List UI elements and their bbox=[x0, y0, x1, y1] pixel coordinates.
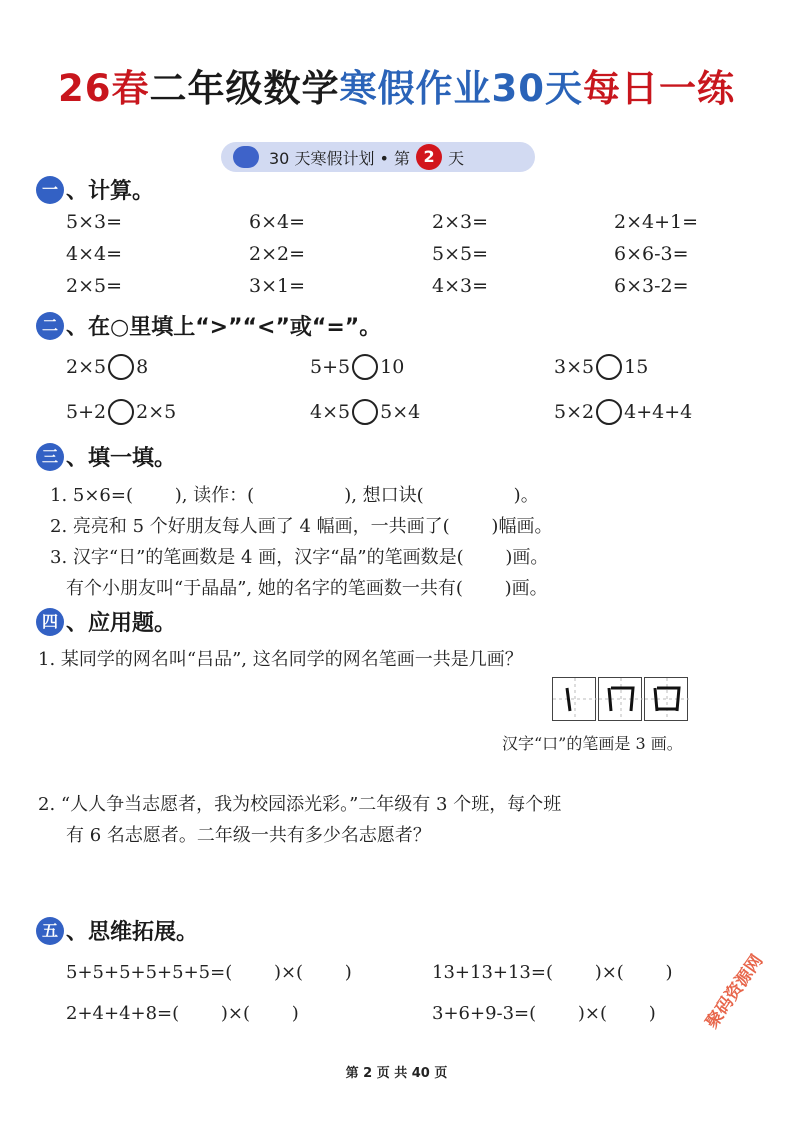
section1-title: 、计算。 bbox=[66, 179, 155, 204]
extension-item: 13+13+13=( )×( ) bbox=[432, 962, 673, 983]
answer-circle[interactable] bbox=[108, 399, 134, 425]
calc-item: 2×2= bbox=[249, 243, 306, 265]
watermark: 聚码资源网 bbox=[702, 951, 768, 1033]
section5-heading bbox=[36, 915, 198, 946]
answer-circle[interactable] bbox=[596, 354, 622, 380]
compare-left: 5×2 bbox=[554, 401, 595, 423]
compare-item bbox=[66, 399, 176, 425]
compare-right: 15 bbox=[624, 356, 649, 378]
compare-item bbox=[554, 354, 648, 380]
compare-left: 4×5 bbox=[310, 401, 351, 423]
section2-heading bbox=[36, 310, 381, 341]
calc-item: 5×5= bbox=[432, 243, 489, 265]
section3-title: 、填一填。 bbox=[66, 446, 177, 471]
stroke-caption: 汉字“口”的笔画是 3 画。 bbox=[502, 734, 683, 753]
fill-question-3: 3. 汉字“日”的笔画数是 4 画，汉字“晶”的笔画数是( )画。 bbox=[50, 547, 549, 568]
calc-item: 2×5= bbox=[66, 275, 123, 297]
extension-item: 3+6+9-3=( )×( ) bbox=[432, 1003, 656, 1024]
plan-day-number: 2 bbox=[416, 144, 442, 170]
compare-right: 2×5 bbox=[136, 401, 177, 423]
section2-title: 、在○里填上“>”“<”或“=”。 bbox=[66, 315, 382, 340]
word-problem-1: 1. 某同学的网名叫“吕品”, 这名同学的网名笔画一共是几画？ bbox=[38, 649, 523, 670]
compare-left: 2×5 bbox=[66, 356, 107, 378]
stroke-step-1-icon bbox=[552, 677, 596, 721]
section4-badge: 四 bbox=[36, 608, 64, 636]
section5-title: 、思维拓展。 bbox=[66, 920, 199, 945]
extension-item: 5+5+5+5+5+5=( )×( ) bbox=[66, 962, 352, 983]
title-part-1: 26春 bbox=[58, 67, 150, 110]
plan-dot-icon bbox=[233, 146, 259, 168]
title-part-3: 寒假作业30天 bbox=[339, 67, 583, 110]
fill-question-3-cont: 有个小朋友叫“于晶晶”, 她的名字的笔画数一共有( )画。 bbox=[66, 578, 548, 599]
calc-item: 2×3= bbox=[432, 211, 489, 233]
day-plan-banner bbox=[221, 142, 535, 172]
plan-text-after: 天 bbox=[448, 148, 465, 168]
section1-heading bbox=[36, 174, 154, 205]
answer-circle[interactable] bbox=[596, 399, 622, 425]
compare-right: 10 bbox=[380, 356, 405, 378]
stroke-step-3-icon bbox=[644, 677, 688, 721]
compare-left: 5+2 bbox=[66, 401, 107, 423]
section5-badge: 五 bbox=[36, 917, 64, 945]
calc-item: 4×4= bbox=[66, 243, 123, 265]
section3-badge: 三 bbox=[36, 443, 64, 471]
stroke-step-2-icon bbox=[598, 677, 642, 721]
word-problem-2-line-2: 有 6 名志愿者。二年级一共有多少名志愿者？ bbox=[66, 825, 431, 846]
section4-title: 、应用题。 bbox=[66, 611, 177, 636]
answer-circle[interactable] bbox=[352, 399, 378, 425]
section1-badge: 一 bbox=[36, 176, 64, 204]
section3-heading bbox=[36, 441, 176, 472]
calc-item: 2×4+1= bbox=[614, 211, 699, 233]
stroke-order-grid bbox=[552, 677, 690, 720]
title-part-2: 二年级数学 bbox=[149, 67, 340, 110]
calc-item: 6×4= bbox=[249, 211, 306, 233]
page-footer: 第 2 页 共 40 页 bbox=[345, 1066, 448, 1081]
compare-item bbox=[554, 399, 692, 425]
answer-circle[interactable] bbox=[108, 354, 134, 380]
word-problem-2-line-1: 2. “人人争当志愿者，我为校园添光彩。”二年级有 3 个班，每个班 bbox=[38, 794, 562, 815]
compare-right: 5×4 bbox=[380, 401, 421, 423]
compare-item bbox=[310, 354, 404, 380]
compare-item bbox=[310, 399, 420, 425]
compare-left: 3×5 bbox=[554, 356, 595, 378]
fill-question-1: 1. 5×6=( ), 读作：( ), 想口诀( )。 bbox=[50, 485, 539, 506]
compare-left: 5+5 bbox=[310, 356, 351, 378]
calc-item: 4×3= bbox=[432, 275, 489, 297]
fill-question-2: 2. 亮亮和 5 个好朋友每人画了 4 幅画，一共画了( )幅画。 bbox=[50, 516, 553, 537]
plan-text-before: 30 天寒假计划 • 第 bbox=[269, 148, 411, 168]
calc-item: 5×3= bbox=[66, 211, 123, 233]
calc-item: 6×6-3= bbox=[614, 243, 689, 265]
compare-right: 4+4+4 bbox=[624, 401, 693, 423]
answer-circle[interactable] bbox=[352, 354, 378, 380]
section2-badge: 二 bbox=[36, 312, 64, 340]
section4-heading bbox=[36, 606, 176, 637]
calc-item: 3×1= bbox=[249, 275, 306, 297]
compare-right: 8 bbox=[136, 356, 149, 378]
compare-item bbox=[66, 354, 148, 380]
calc-item: 6×3-2= bbox=[614, 275, 689, 297]
title-part-4: 每日一练 bbox=[583, 67, 735, 110]
page-title bbox=[0, 58, 793, 112]
extension-item: 2+4+4+8=( )×( ) bbox=[66, 1003, 299, 1024]
